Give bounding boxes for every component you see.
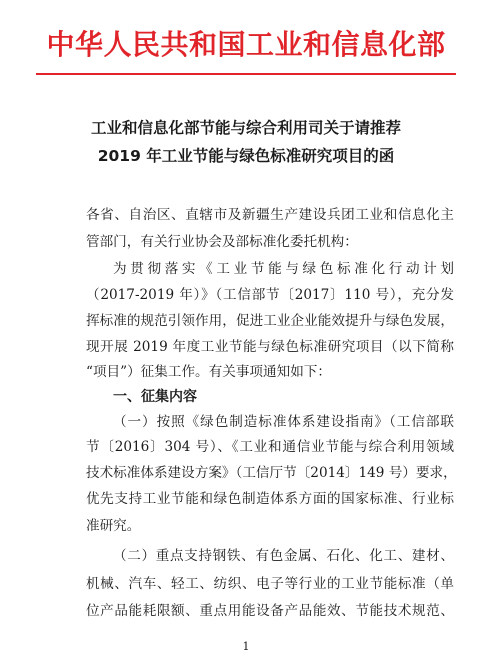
section-heading-1: 一、征集内容 xyxy=(113,389,197,405)
document-title-line-1: 工业和信息化部节能与综合利用司关于请推荐 xyxy=(90,119,401,137)
item2-line-2: 机械、汽车、轻工、纺织、电子等行业的工业节能标准（单 xyxy=(86,576,454,592)
page-number: 1 xyxy=(242,640,250,653)
intro-line-2: （2017-2019 年）》（工信部节〔2017〕110 号），充分发 xyxy=(86,287,454,303)
document-title-line-2: 2019 年工业节能与绿色标准研究项目的函 xyxy=(97,147,395,165)
intro-line-3: 挥标准的规范引领作用，促进工业企业能效提升与绿色发展， xyxy=(86,313,454,329)
item2-line-1: （二）重点支持钢铁、有色金属、石化、化工、建材、 xyxy=(113,548,454,564)
intro-line-4: 现开展 2019 年度工业节能与绿色标准研究项目（以下简称 xyxy=(86,339,454,355)
intro-line-1: 为贯彻落实《工业节能与绿色标准化行动计划 xyxy=(113,261,454,277)
item2-line-3: 位产品能耗限额、重点用能设备产品能效、节能技术规范、 xyxy=(86,603,454,619)
intro-line-5: “项目”）征集工作。有关事项通知如下： xyxy=(86,364,331,380)
item1-line-3: 技术标准体系建设方案》（工信厅节〔2014〕149 号）要求， xyxy=(86,465,457,481)
item1-line-2: 节〔2016〕304 号）、《工业和通信业节能与综合利用领域 xyxy=(86,439,454,455)
item1-line-1: （一）按照《绿色制造标准体系建设指南》（工信部联 xyxy=(113,414,454,430)
item1-line-5: 准研究。 xyxy=(86,518,141,534)
addressee-line-2: 管部门，有关行业协会及部标准化委托机构： xyxy=(86,234,358,250)
item1-line-4: 优先支持工业节能和绿色制造体系方面的国家标准、行业标 xyxy=(86,491,454,507)
addressee-line-1: 各省、自治区、直辖市及新疆生产建设兵团工业和信息化主 xyxy=(86,207,454,223)
red-divider-line xyxy=(36,73,456,75)
masthead-title: 中华人民共和国工业和信息化部 xyxy=(46,28,446,61)
